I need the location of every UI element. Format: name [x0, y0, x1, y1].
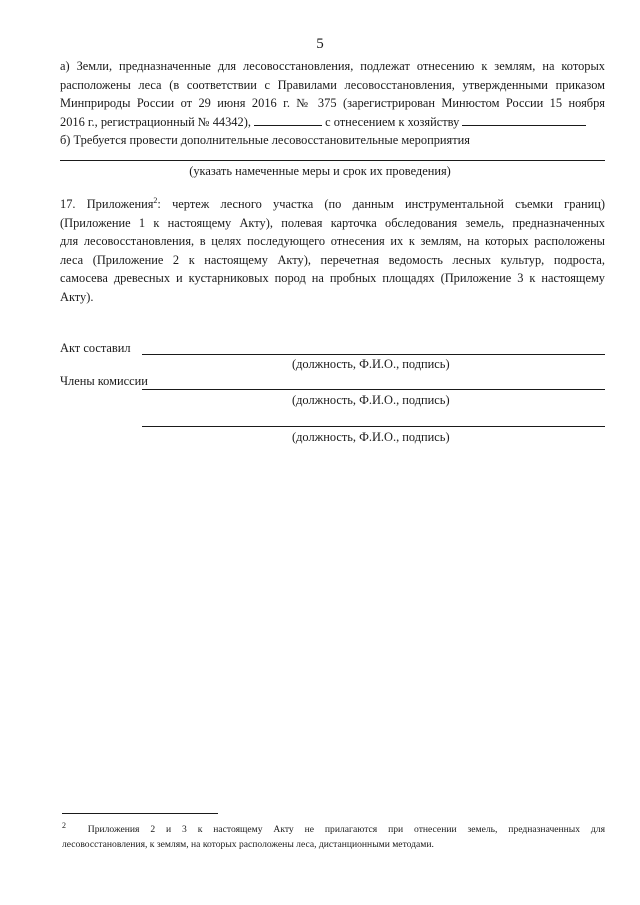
footnote-reference: 2 [153, 195, 158, 205]
item-17-line: для лесовосстановления, в целях последующего отнесения их к землям, на которых расположены [60, 234, 605, 248]
fill-line [60, 160, 605, 161]
signature-line [142, 389, 605, 390]
footnote-line [62, 822, 605, 837]
paragraph-a-line [60, 113, 605, 132]
compiled-by-label: Акт составил [60, 341, 131, 355]
paragraph-b-caption: (указать намеченные меры и срок их проведения) [189, 164, 451, 178]
paragraph-a [60, 57, 605, 150]
item-17-line [60, 195, 605, 214]
signature-line [142, 354, 605, 355]
item-17-line: Акту). [60, 289, 94, 304]
item-17-text: : чертеж лесного участка (по данным инструментальной съемки границ) [157, 197, 605, 211]
paragraph-a-text: 2016 г., регистрационный № 44342), [60, 114, 251, 129]
signature-caption: (должность, Ф.И.О., подпись) [292, 357, 450, 371]
footnote-line: лесовосстановления, к землям, на которых расположены леса, дистанционными методами. [62, 839, 434, 850]
blank-field [254, 113, 322, 126]
item-17-line: леса (Приложение 2 к настоящему Акту), перечетная ведомость лесных культур, подроста, [60, 252, 605, 267]
item-17-text: 17. Приложения [60, 197, 154, 211]
paragraph-b: б) Требуется провести дополнительные лесовосстановительные мероприятия [60, 133, 470, 147]
paragraph-a-line: а) Земли, предназначенные для лесовосстановления, подлежат отнесению к землям, на которых [60, 59, 605, 73]
signature-caption: (должность, Ф.И.О., подпись) [292, 430, 450, 444]
signature-line [142, 426, 605, 427]
footnote [62, 822, 605, 852]
signature-caption: (должность, Ф.И.О., подпись) [292, 393, 450, 407]
paragraph-a-text: с отнесением к хозяйству [325, 114, 460, 129]
paragraph-a-line: Минприроды России от 29 июня 2016 г. № 375 (зарегистрирован Минюстом России 15 ноября [60, 96, 605, 110]
item-17 [60, 195, 605, 306]
commission-members-label: Члены комиссии [60, 374, 148, 388]
page-number: 5 [316, 36, 324, 52]
item-17-line: самосева древесных и кустарниковых пород на пробных площадях (Приложение 3 к настоящему [60, 271, 605, 285]
footnote-separator [62, 813, 218, 814]
footnote-mark: 2 [62, 820, 66, 830]
blank-field [462, 113, 586, 126]
paragraph-a-line: расположены леса (в соответствии с Правилами лесовосстановления, утвержденными приказом [60, 77, 605, 92]
item-17-line: (Приложение 1 к настоящему Акту), полевая карточка обследования земель, предназначенных [60, 215, 605, 230]
footnote-text: Приложения 2 и 3 к настоящему Акту не прилагаются при отнесении земель, предназначенных для [87, 824, 606, 835]
